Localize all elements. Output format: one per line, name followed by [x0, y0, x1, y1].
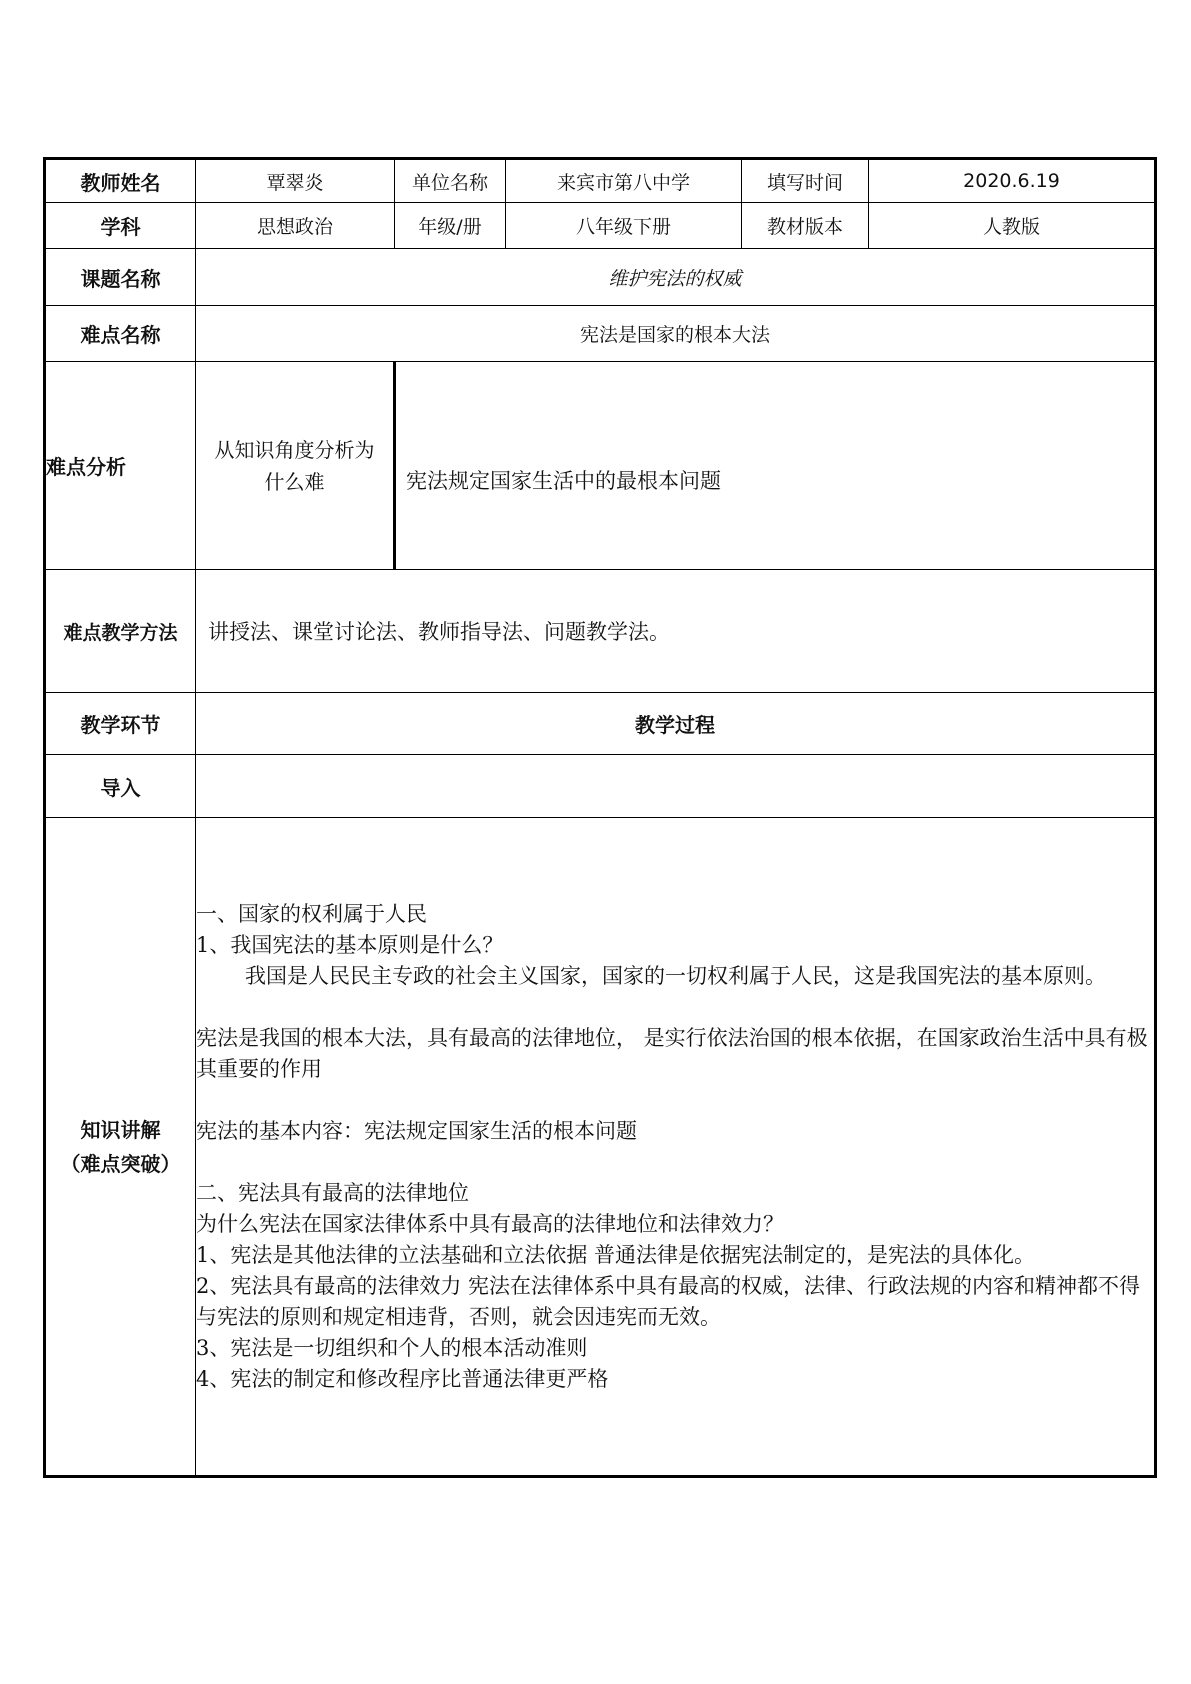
- knowledge-line: 4、宪法的制定和修改程序比普通法律更严格: [196, 1366, 609, 1391]
- knowledge-line: 3、宪法是一切组织和个人的根本活动准则: [196, 1335, 588, 1360]
- teacher-value: 覃翠炎: [196, 159, 395, 203]
- intro-row: [45, 755, 1156, 818]
- lesson-plan-table: [43, 157, 1157, 1478]
- info-row-2: [45, 203, 1156, 249]
- subject-value: 思想政治: [196, 203, 395, 249]
- edition-value: 人教版: [869, 203, 1156, 249]
- knowledge-content: [196, 818, 1156, 1477]
- difficulty-value: 宪法是国家的根本大法: [196, 306, 1156, 362]
- method-label: 难点教学方法: [45, 570, 196, 693]
- knowledge-line: 二、宪法具有最高的法律地位: [196, 1180, 469, 1205]
- analysis-sub-label: 从知识角度分析为什么难: [196, 362, 395, 570]
- process-label: 教学过程: [196, 693, 1156, 755]
- knowledge-line: 为什么宪法在国家法律体系中具有最高的法律地位和法律效力？: [196, 1211, 784, 1236]
- edition-label: 教材版本: [742, 203, 869, 249]
- unit-label: 单位名称: [395, 159, 506, 203]
- process-header-row: [45, 693, 1156, 755]
- knowledge-line: 1、我国宪法的基本原则是什么？: [196, 932, 504, 957]
- unit-value: 来宾市第八中学: [506, 159, 742, 203]
- grade-value: 八年级下册: [506, 203, 742, 249]
- knowledge-label-line1: 知识讲解: [80, 1117, 161, 1142]
- knowledge-row: [45, 818, 1156, 1477]
- knowledge-line: 2、宪法具有最高的法律效力 宪法在法律体系中具有最高的权威，法律、行政法规的内容和精神都不得 与宪法的原则和规定相违背，否则，就会因违宪而无效。: [196, 1273, 1141, 1329]
- grade-label: 年级/册: [395, 203, 506, 249]
- method-value: 讲授法、课堂讨论法、教师指导法、问题教学法。: [196, 570, 1156, 693]
- intro-value: [196, 755, 1156, 818]
- knowledge-line: 宪法的基本内容：宪法规定国家生活的根本问题: [196, 1118, 637, 1143]
- process-step-label: 教学环节: [45, 693, 196, 755]
- difficulty-row: [45, 306, 1156, 362]
- method-row: [45, 570, 1156, 693]
- info-row-1: [45, 159, 1156, 203]
- knowledge-line: 我国是人民民主专政的社会主义国家，国家的一切权利属于人民，这是我国宪法的基本原则。: [245, 963, 1106, 988]
- knowledge-line: 一、国家的权利属于人民: [196, 901, 427, 926]
- knowledge-line: 宪法是我国的根本大法，具有最高的法律地位， 是实行依法治国的根本依据，在国家政治生活中具有极其重要的作用: [196, 1025, 1148, 1081]
- knowledge-label: [45, 818, 196, 1477]
- topic-row: [45, 249, 1156, 306]
- knowledge-label-line2: （难点突破）: [60, 1151, 181, 1176]
- subject-label: 学科: [45, 203, 196, 249]
- topic-value: 维护宪法的权威: [196, 249, 1156, 306]
- analysis-value: 宪法规定国家生活中的最根本问题: [395, 362, 1156, 570]
- difficulty-label: 难点名称: [45, 306, 196, 362]
- analysis-label: 难点分析: [45, 362, 196, 570]
- analysis-row: [45, 362, 1156, 570]
- knowledge-line: 1、宪法是其他法律的立法基础和立法依据 普通法律是依据宪法制定的，是宪法的具体化。: [196, 1242, 1036, 1267]
- time-label: 填写时间: [742, 159, 869, 203]
- intro-label: 导入: [45, 755, 196, 818]
- time-value: 2020.6.19: [869, 159, 1156, 203]
- topic-label: 课题名称: [45, 249, 196, 306]
- teacher-label: 教师姓名: [45, 159, 196, 203]
